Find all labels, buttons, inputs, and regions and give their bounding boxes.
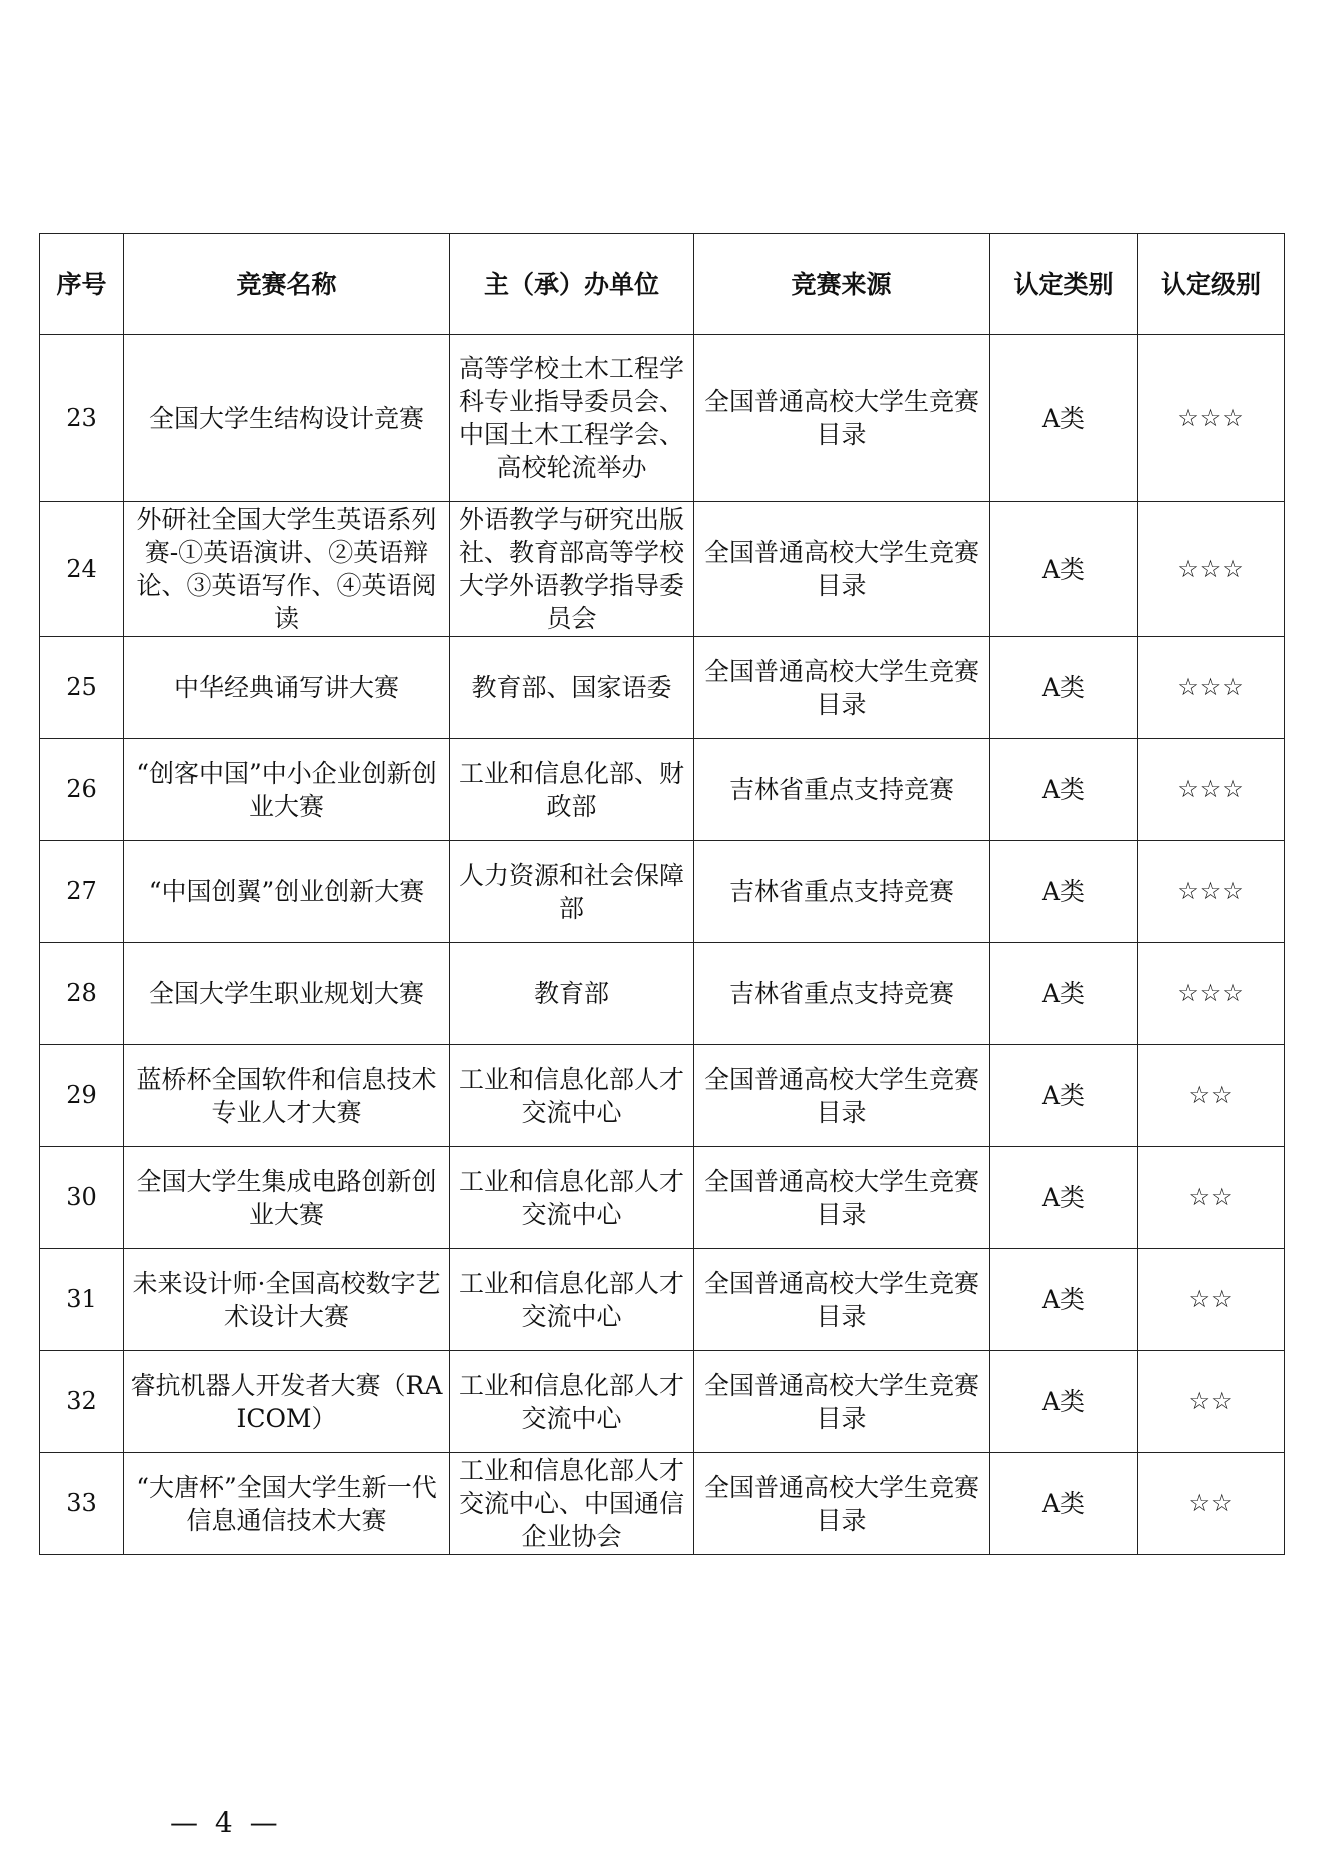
cell-source: 吉林省重点支持竞赛 [694, 943, 990, 1045]
table-row [40, 502, 1285, 637]
cell-category: A类 [990, 1351, 1138, 1453]
cell-organizer: 工业和信息化部、财政部 [450, 739, 694, 841]
cell-competition-name: 全国大学生职业规划大赛 [124, 943, 450, 1045]
table-row [40, 739, 1285, 841]
cell-source: 吉林省重点支持竞赛 [694, 739, 990, 841]
cell-serial-no: 24 [40, 502, 124, 637]
table-row [40, 943, 1285, 1045]
table-row [40, 841, 1285, 943]
cell-organizer: 工业和信息化部人才交流中心 [450, 1045, 694, 1147]
cell-level-stars: ☆☆ [1138, 1249, 1285, 1351]
cell-category: A类 [990, 1453, 1138, 1555]
cell-level-stars: ☆☆☆ [1138, 335, 1285, 502]
header-category: 认定类别 [990, 234, 1138, 335]
cell-competition-name: 睿抗机器人开发者大赛（RAICOM） [124, 1351, 450, 1453]
cell-serial-no: 26 [40, 739, 124, 841]
cell-competition-name: “中国创翼”创业创新大赛 [124, 841, 450, 943]
cell-category: A类 [990, 335, 1138, 502]
cell-organizer: 外语教学与研究出版社、教育部高等学校大学外语教学指导委员会 [450, 502, 694, 637]
cell-serial-no: 31 [40, 1249, 124, 1351]
cell-source: 全国普通高校大学生竞赛目录 [694, 1045, 990, 1147]
cell-category: A类 [990, 739, 1138, 841]
cell-level-stars: ☆☆☆ [1138, 502, 1285, 637]
header-serial-no: 序号 [40, 234, 124, 335]
cell-source: 全国普通高校大学生竞赛目录 [694, 1351, 990, 1453]
table-row [40, 1147, 1285, 1249]
header-source: 竞赛来源 [694, 234, 990, 335]
cell-category: A类 [990, 1045, 1138, 1147]
cell-serial-no: 25 [40, 637, 124, 739]
cell-competition-name: 中华经典诵写讲大赛 [124, 637, 450, 739]
cell-source: 全国普通高校大学生竞赛目录 [694, 1147, 990, 1249]
header-organizer: 主（承）办单位 [450, 234, 694, 335]
cell-level-stars: ☆☆ [1138, 1351, 1285, 1453]
cell-serial-no: 23 [40, 335, 124, 502]
cell-serial-no: 33 [40, 1453, 124, 1555]
table-row [40, 1351, 1285, 1453]
table-row [40, 1453, 1285, 1555]
table-row [40, 1249, 1285, 1351]
cell-competition-name: 全国大学生结构设计竞赛 [124, 335, 450, 502]
cell-category: A类 [990, 841, 1138, 943]
cell-competition-name: 蓝桥杯全国软件和信息技术专业人才大赛 [124, 1045, 450, 1147]
cell-level-stars: ☆☆ [1138, 1147, 1285, 1249]
cell-serial-no: 29 [40, 1045, 124, 1147]
header-level: 认定级别 [1138, 234, 1285, 335]
cell-competition-name: “大唐杯”全国大学生新一代信息通信技术大赛 [124, 1453, 450, 1555]
cell-competition-name: “创客中国”中小企业创新创业大赛 [124, 739, 450, 841]
cell-organizer: 工业和信息化部人才交流中心 [450, 1249, 694, 1351]
cell-source: 全国普通高校大学生竞赛目录 [694, 502, 990, 637]
cell-source: 全国普通高校大学生竞赛目录 [694, 1249, 990, 1351]
cell-organizer: 教育部、国家语委 [450, 637, 694, 739]
cell-serial-no: 30 [40, 1147, 124, 1249]
cell-competition-name: 全国大学生集成电路创新创业大赛 [124, 1147, 450, 1249]
table-row [40, 637, 1285, 739]
cell-serial-no: 32 [40, 1351, 124, 1453]
cell-source: 全国普通高校大学生竞赛目录 [694, 637, 990, 739]
header-competition-name: 竞赛名称 [124, 234, 450, 335]
cell-level-stars: ☆☆☆ [1138, 943, 1285, 1045]
cell-level-stars: ☆☆☆ [1138, 841, 1285, 943]
cell-source: 全国普通高校大学生竞赛目录 [694, 1453, 990, 1555]
cell-category: A类 [990, 943, 1138, 1045]
cell-source: 全国普通高校大学生竞赛目录 [694, 335, 990, 502]
cell-organizer: 工业和信息化部人才交流中心、中国通信企业协会 [450, 1453, 694, 1555]
cell-organizer: 教育部 [450, 943, 694, 1045]
table-row [40, 335, 1285, 502]
cell-organizer: 人力资源和社会保障部 [450, 841, 694, 943]
cell-level-stars: ☆☆ [1138, 1453, 1285, 1555]
competition-table [39, 233, 1285, 1555]
cell-level-stars: ☆☆ [1138, 1045, 1285, 1147]
cell-organizer: 高等学校土木工程学科专业指导委员会、中国土木工程学会、高校轮流举办 [450, 335, 694, 502]
cell-category: A类 [990, 637, 1138, 739]
page-number: — 4 — [170, 1806, 282, 1839]
cell-organizer: 工业和信息化部人才交流中心 [450, 1147, 694, 1249]
cell-level-stars: ☆☆☆ [1138, 739, 1285, 841]
cell-category: A类 [990, 1147, 1138, 1249]
cell-competition-name: 未来设计师·全国高校数字艺术设计大赛 [124, 1249, 450, 1351]
table-header-row [40, 234, 1285, 335]
cell-category: A类 [990, 502, 1138, 637]
cell-serial-no: 28 [40, 943, 124, 1045]
cell-level-stars: ☆☆☆ [1138, 637, 1285, 739]
cell-source: 吉林省重点支持竞赛 [694, 841, 990, 943]
table-row [40, 1045, 1285, 1147]
cell-serial-no: 27 [40, 841, 124, 943]
cell-category: A类 [990, 1249, 1138, 1351]
cell-competition-name: 外研社全国大学生英语系列赛-①英语演讲、②英语辩论、③英语写作、④英语阅读 [124, 502, 450, 637]
cell-organizer: 工业和信息化部人才交流中心 [450, 1351, 694, 1453]
